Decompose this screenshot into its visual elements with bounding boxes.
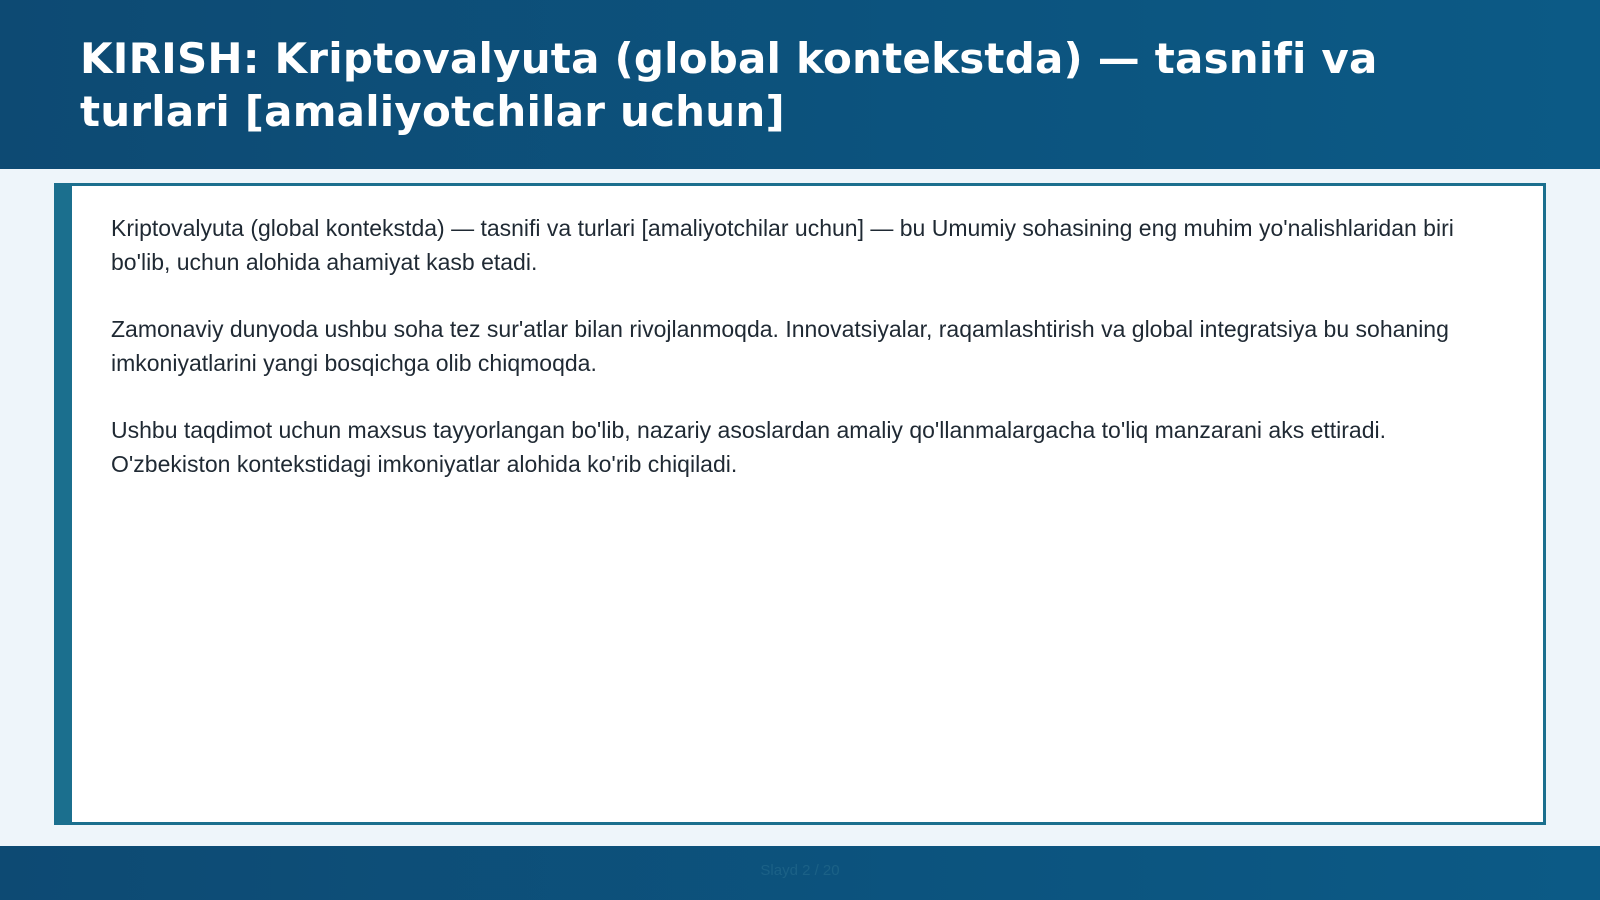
slide-title: KIRISH: Kriptovalyuta (global kontekstda) — tasnifi va turlari [amaliyotchilar uchun] <box>80 34 1378 136</box>
slide-footer <box>0 846 1600 900</box>
purpose-paragraph: Ushbu taqdimot uchun maxsus tayyorlangan bo'lib, nazariy asoslardan amaliy qo'llanmalargacha to'liq manzarani aks ettiradi. O'zbekiston kontekstidagi imkoniyatlar alohida ko'rib chiqiladi. <box>111 417 1387 477</box>
slide-header <box>0 0 1600 169</box>
slide-number: Slayd 2 / 20 <box>760 862 840 879</box>
content-body <box>111 211 1491 514</box>
context-paragraph: Zamonaviy dunyoda ushbu soha tez sur'atlar bilan rivojlanmoqda. Innovatsiyalar, raqamlashtirish va global integratsiya bu sohaning imkoniyatlarini yangi bosqichga olib chiqmoqda. <box>111 316 1449 376</box>
intro-paragraph: Kriptovalyuta (global kontekstda) — tasnifi va turlari [amaliyotchilar uchun] — bu Umumiy sohasining eng muhim yo'nalishlaridan biri bo'lib, uchun alohida ahamiyat kasb etadi. <box>111 215 1454 275</box>
content-card <box>54 183 1546 825</box>
